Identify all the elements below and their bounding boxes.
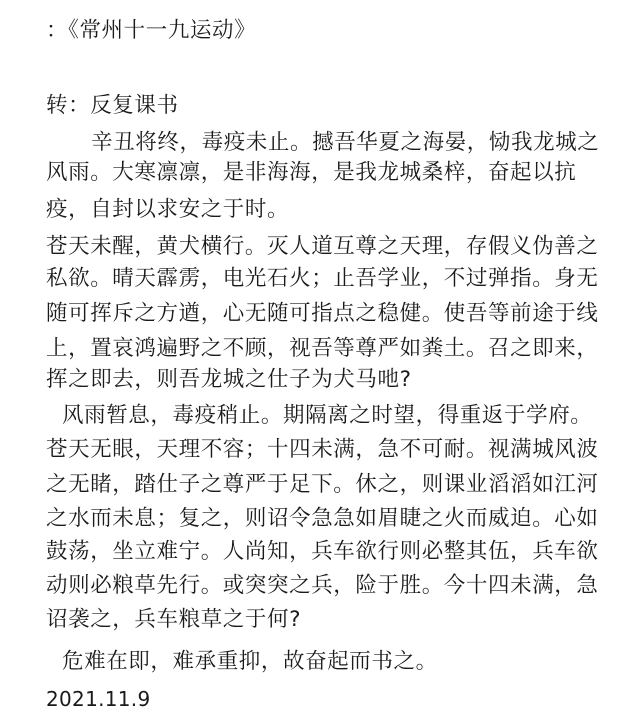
text-line: 诏袭之，兵车粮草之于何? [46, 607, 302, 632]
document-title: ：《常州十一九运动》 [46, 18, 257, 43]
text-line: 危难在即，难承重抑，故奋起而书之。 [62, 649, 438, 674]
text-line: 苍天无眼，天理不容；十四未满，急不可耐。视满城风波 [46, 437, 599, 462]
text-line: 风雨暂息，毒疫稍止。期隔离之时望，得重返于学府。 [62, 403, 593, 428]
document-date: 2021.11.9 [46, 687, 151, 711]
text-line: 风雨。大寒凛凛，是非海海，是我龙城桑梓，奋起以抗 [46, 160, 577, 185]
text-line: 之水而未息；复之，则诏令急急如眉睫之火而威迫。心如 [46, 506, 599, 531]
text-line: 动则必粮草先行。或突突之兵，险于胜。今十四未满，急 [46, 573, 599, 598]
text-line: 随可挥斥之方遒，心无随可指点之稳健。使吾等前途于线 [46, 301, 599, 326]
text-line: 苍天未醒，黄犬横行。灭人道互尊之天理，存假义伪善之 [46, 234, 599, 259]
text-line: 辛丑将终，毒疫未止。撼吾华夏之海晏，恸我龙城之 [69, 130, 600, 155]
text-line: 私欲。晴天霹雳，电光石火；止吾学业，不过弹指。身无 [46, 266, 599, 291]
text-line: 上，置哀鸿遍野之不顾，视吾等尊严如粪土。召之即来， [46, 336, 599, 361]
text-line: 疫，自封以求安之于时。 [46, 197, 290, 222]
text-line: 之无睹，踏仕子之尊严于足下。休之，则课业滔滔如江河 [46, 472, 599, 497]
text-line: 挥之即去，则吾龙城之仕子为犬马吔? [46, 367, 412, 392]
repost-label: 转：反复课书 [46, 93, 179, 118]
text-line: 鼓荡，坐立难宁。人尚知，兵车欲行则必整其伍，兵车欲 [46, 539, 599, 564]
